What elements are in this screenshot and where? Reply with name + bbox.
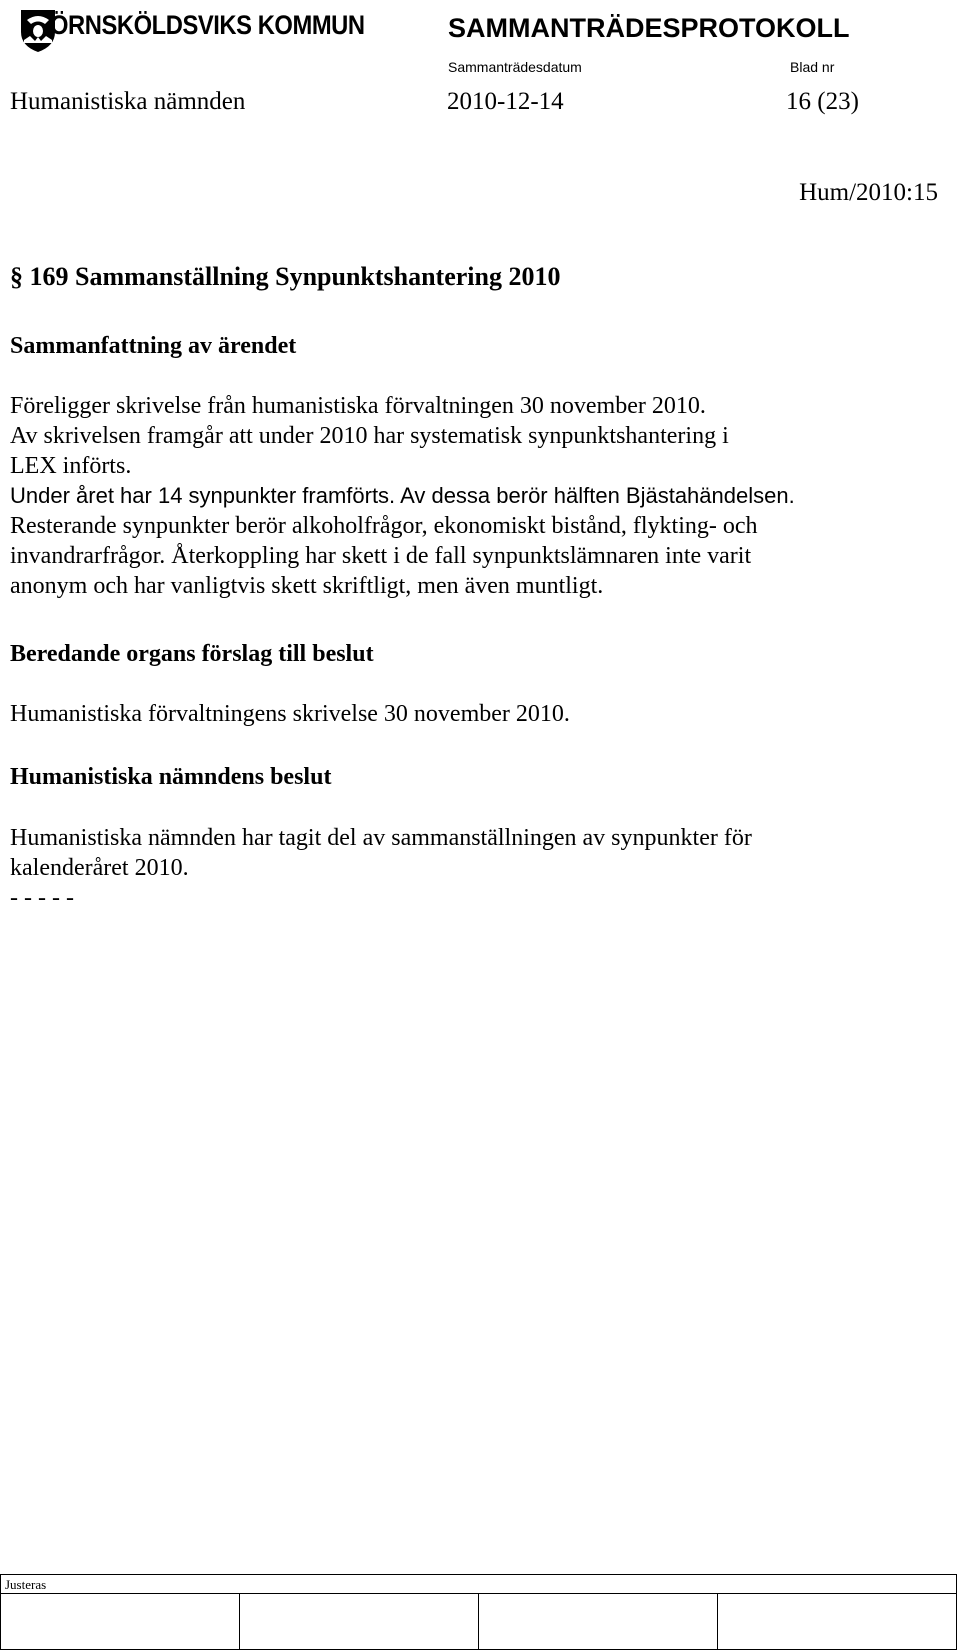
meeting-date: 2010-12-14 — [447, 88, 564, 115]
committee-name: Humanistiska nämnden — [10, 88, 246, 115]
case-reference: Hum/2010:15 — [799, 179, 938, 206]
summary-text — [10, 391, 910, 601]
summary-line: invandrarfrågor. Återkoppling har skett i de fall synpunktslämnaren inte varit — [10, 543, 752, 569]
summary-heading: Sammanfattning av ärendet — [10, 333, 297, 359]
summary-line: Föreligger skrivelse från humanistiska förvaltningen 30 november 2010. — [10, 393, 706, 419]
date-label: Sammanträdesdatum — [448, 59, 582, 75]
decision-line: Humanistiska nämnden har tagit del av sammanställningen av synpunkter för — [10, 825, 752, 851]
justeras-table — [0, 1574, 957, 1650]
signature-cell[interactable] — [479, 1594, 718, 1650]
page-label: Blad nr — [790, 59, 835, 75]
decision-heading: Humanistiska nämndens beslut — [10, 764, 332, 790]
section-title: § 169 Sammanställning Synpunktshantering 2010 — [10, 262, 561, 291]
summary-line: Av skrivelsen framgår att under 2010 har systematisk synpunktshantering i — [10, 423, 729, 449]
decision-line: kalenderåret 2010. — [10, 855, 189, 881]
document-type: SAMMANTRÄDESPROTOKOLL — [448, 13, 850, 43]
logo-text: ÖRNSKÖLDSVIKS KOMMUN — [50, 10, 365, 40]
decision-text — [10, 823, 910, 913]
justeras-label: Justeras — [1, 1575, 957, 1594]
signature-cell[interactable] — [1, 1594, 240, 1650]
page-number: 16 (23) — [786, 88, 859, 115]
decision-line: - - - - - — [10, 885, 74, 911]
summary-line: anonym och har vanligtvis skett skriftligt, men även muntligt. — [10, 573, 604, 599]
summary-line: Resterande synpunkter berör alkoholfrågor, ekonomiskt bistånd, flykting- och — [10, 513, 758, 539]
signature-cell[interactable] — [718, 1594, 957, 1650]
summary-line: Under året har 14 synpunkter framförts. Av dessa berör hälften Bjästahändelsen. — [10, 483, 795, 508]
summary-line: LEX införts. — [10, 453, 132, 479]
proposal-text — [10, 699, 910, 729]
proposal-line: Humanistiska förvaltningens skrivelse 30 november 2010. — [10, 701, 570, 727]
proposal-heading: Beredande organs förslag till beslut — [10, 641, 374, 667]
signature-cell[interactable] — [240, 1594, 479, 1650]
